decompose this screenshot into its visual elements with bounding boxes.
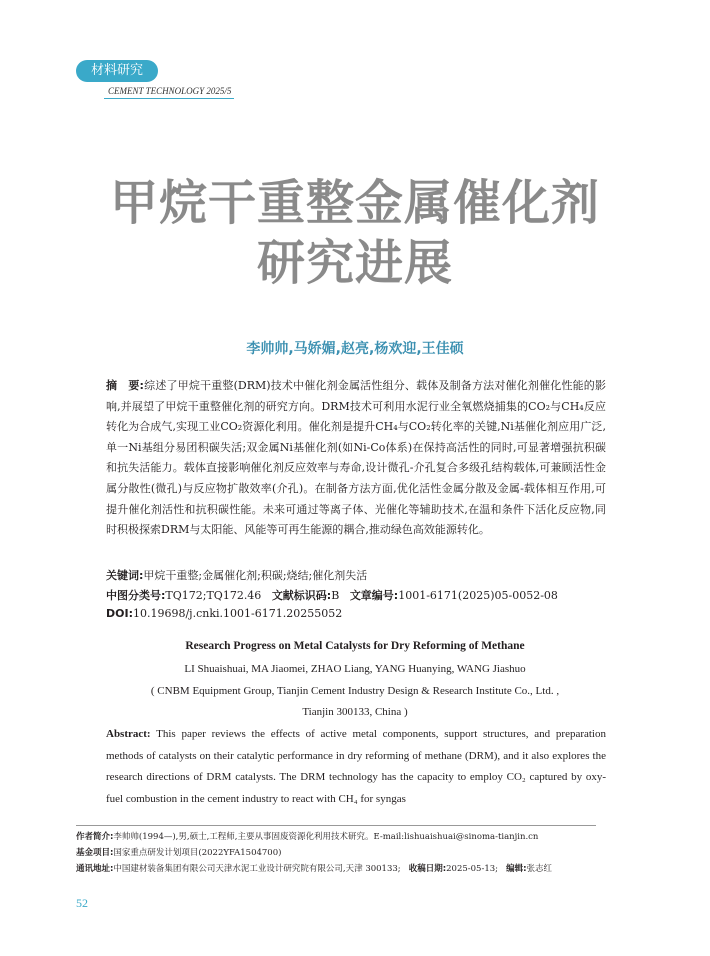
english-authors: LI Shuaishuai, MA Jiaomei, ZHAO Liang, YANG Huanying, WANG Jiashuo: [184, 663, 526, 675]
journal-name: CEMENT TECHNOLOGY 2025/5: [108, 86, 232, 96]
english-title: Research Progress on Metal Catalysts for Dry Reforming of Methane: [185, 640, 525, 652]
abstract-en-text: This paper reviews the effects of active metal components, support structures, and preparation methods of catalysts on their catalytic performance in dry reforming of methane (DRM), and it also explores the research directions of DRM catalysts. The DRM technology has the capacity to employ CO₂ captured by oxy-fuel combustion in the cement industry to react with CH₄ for syngas: [106, 728, 606, 805]
clc-value: TQ172;TQ172.46: [165, 589, 262, 602]
classification: [106, 587, 606, 603]
title-line-2: 研究进展: [256, 235, 453, 291]
keywords-text: 甲烷干重整;金属催化剂;积碳;烧结;催化剂失活: [143, 569, 368, 582]
footnote-divider: [76, 825, 596, 826]
doi-label: DOI:: [106, 607, 133, 620]
address-label: 通讯地址:: [76, 864, 114, 874]
header-rule: [104, 98, 234, 99]
author-bio-text: 李帅帅(1994—),男,硕士,工程师,主要从事固废资源化利用技术研究。E-mail:lishuaishuai@sinoma-tianjin.cn: [113, 832, 539, 842]
keywords-label: 关键词:: [106, 569, 144, 582]
received-label: 收稿日期:: [408, 864, 447, 874]
editor-label: 编辑:: [506, 864, 527, 874]
doi: [106, 607, 606, 620]
abstract-en: [106, 724, 606, 810]
fund-label: 基金项目:: [76, 848, 114, 858]
title-line-1: 甲烷干重整金属催化剂: [109, 175, 600, 231]
doc-code-value: B: [331, 589, 340, 602]
address-text: 中国建材装备集团有限公司天津水泥工业设计研究院有限公司,天津 300133;: [113, 864, 401, 874]
fund-text: 国家重点研发计划项目(2022YFA1504700): [113, 848, 282, 858]
footnote-fund: [76, 846, 636, 858]
page-number: 52: [76, 896, 88, 910]
doi-value[interactable]: 10.19698/j.cnki.1001-6171.20255052: [132, 607, 343, 620]
clc-label: 中图分类号:: [106, 589, 166, 602]
footnote-author: [76, 830, 636, 842]
english-affiliation-2: Tianjin 300133, China ): [302, 706, 408, 718]
abstract-cn-text: 综述了甲烷干重整(DRM)技术中催化剂金属活性组分、载体及制备方法对催化剂催化性能的影响,并展望了甲烷干重整催化剂的研究方向。DRM技术可利用水泥行业全氧燃烧捕集的CO₂与CH₄反应转化为合成气,实现工业CO₂资源化利用。催化剂是提升CH₄与CO₂转化率的关键,Ni基催化剂应用广泛,单一Ni基组分易团积碳失活;双金属Ni基催化剂(如Ni-Co体系)在保持高活性的同时,可显著增强抗积碳和抗失活能力。载体直接影响催化剂反应效率与寿命,设计微孔-介孔复合多级孔结构载体,可兼顾活性金属分散性(微孔)与反应物扩散效率(介孔)。在制备方法方面,优化活性金属分散及金属-载体相互作用,可提升催化剂活性和抗积碳性能。未来可通过等离子体、光催化等辅助技术,在温和条件下活化反应物,同时积极探索DRM与太阳能、风能等可再生能源的耦合,推动绿色高效能源转化。: [106, 379, 606, 537]
abstract-cn-label: 摘 要:: [106, 379, 144, 392]
article-no-label: 文章编号:: [349, 589, 399, 602]
english-affiliation-1: ( CNBM Equipment Group, Tianjin Cement Industry Design & Research Institute Co., Ltd. ,: [150, 685, 560, 697]
footnote-address: [76, 862, 636, 874]
author-bio-label: 作者简介:: [76, 832, 114, 842]
doc-code-label: 文献标识码:: [271, 589, 332, 602]
received-text: 2025-05-13;: [446, 864, 499, 874]
editor-text: 张志红: [526, 864, 553, 874]
section-tag: 材料研究: [76, 60, 158, 82]
authors-cn: 李帅帅,马娇媚,赵亮,杨欢迎,王佳硕: [246, 341, 464, 357]
abstract-en-label: Abstract:: [106, 728, 151, 740]
keywords: [106, 567, 606, 583]
abstract-cn: [106, 376, 606, 541]
article-no-value: 1001-6171(2025)05-0052-08: [398, 589, 558, 602]
